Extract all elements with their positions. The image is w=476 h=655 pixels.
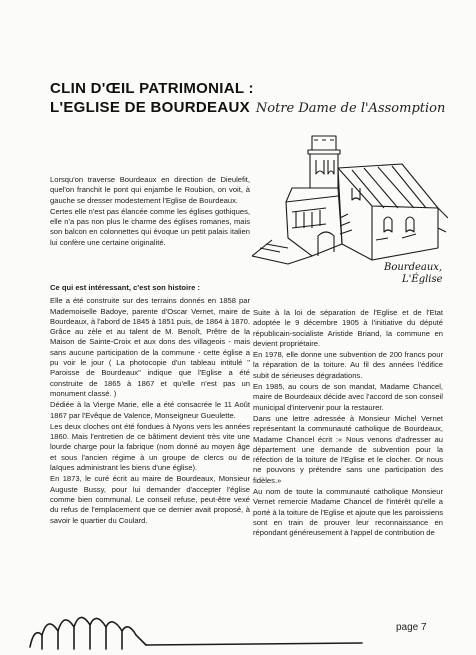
illustration-caption-line1: Bourdeaux, xyxy=(384,262,443,273)
intro-paragraph: Lorsqu'on traverse Bourdeaux en direction de Dieulefit, quel'on franchit le pont qui enjambe le Roubion, on voit, à gauche se dresser modestement l'Eglise de Bourdeaux. xyxy=(50,175,250,205)
history-paragraph: Dédiée à la Vierge Marie, elle a été consacrée le 11 Août 1867 par l'Evêque de Valence, Monseigneur Gueulette. xyxy=(50,400,250,420)
history-paragraph: Elle a été construite sur des terrains donnés en 1858 par Mademoiselle Badoye, parente d'Oscar Vernet, maire de Bourdeaux, à l'abord de 1845 à 1851 puis, de 1864 à 1870. Grâce au zèle et au talent de M. Benoît, Prêtre de la Maison de Sainte-Croix et aux dons des villageois - mais sans aucune participation de la commune - cette église a pu voir le jour ( La photocopie d'un tableau intitulé " Paroisse de Bourdeaux" indique que l'Eglise a été construite de 1865 à 1867 et qu'elle n'est pas un monument classé. ) xyxy=(50,296,250,398)
article-subtitle: Notre Dame de l'Assomption xyxy=(255,101,446,116)
history-paragraph: En 1873, le curé écrit au maire de Bourdeaux, Monsieur Auguste Bussy, pour lui demander d'accepter l'église comme bien communal. Le conseil refuse, peut-être vexé du refus de l'emplacement que ce dernier avait proposé, à savoir le quartier du Coulard. xyxy=(50,474,250,525)
right-paragraph: En 1985, au cours de son mandat, Madame Chancel, maire de Bourdeaux décide avec l'accord de son conseil municipal d'intervenir pour la restaurer. xyxy=(253,382,443,412)
article-title-row xyxy=(50,98,450,118)
page-number: page 7 xyxy=(396,622,427,633)
footer-decorative-arches xyxy=(28,605,368,650)
right-paragraph: En 1978, elle donne une subvention de 200 francs pour la réparation de la toiture. Au fil des années l'édifice subit de sérieuses dégradations. xyxy=(253,350,443,380)
history-heading: Ce qui est intéressant, c'est son histoire : xyxy=(50,283,200,292)
right-column xyxy=(253,308,443,540)
history-paragraph: Les deux cloches ont été fondues à Nyons vers les années 1860. Mais l'entretien de ce bâtiment devient très vite une lourde charge pour la fabrique (nom donné au moyen âge et sous l'ancien régime à un groupe de clercs ou de laïques administrant les biens d'une église). xyxy=(50,421,250,473)
right-paragraph: Au nom de toute la communauté catholique Monsieur Vernet remercie Madame Chancel de l'intérêt qu'elle a porté à la toiture de l'Eglise et ajoute que les paroissiens sont en train de prouver leur reconnaissance en répondant généreusement à l'appel de contribution de xyxy=(253,487,443,538)
left-column-intro xyxy=(50,175,250,249)
intro-paragraph: Certes elle n'est pas élancée comme les églises gothiques, elle n'a pas non plus le charme des églises romanes, mais son balcon en colonnettes qui évoque un petit palais italien lui confère une certaine originalité. xyxy=(50,206,250,247)
left-column-history xyxy=(50,279,250,527)
right-paragraph: Suite à la loi de séparation de l'Eglise et de l'Etat adoptée le 9 décembre 1905 à l'initiative du député républicain-socialiste Aristide Briand, la commune en devient propriétaire. xyxy=(253,308,443,348)
article-title-line1: CLIN D'ŒIL PATRIMONIAL : xyxy=(50,80,254,97)
right-paragraph: Dans une lettre adressée à Monsieur Michel Vernet représentant la communauté catholique de Bourdeaux, Madame Chancel écrit :« Nous venons d'adresser au département une demande de subvention pour la réfection de la toiture de l'Eglise et le clocher. Or nous ne pouvons y prétendre sans une participation des fidèles.» xyxy=(253,413,443,485)
article-title-line2: L'EGLISE DE BOURDEAUX xyxy=(50,99,250,116)
church-sketch-illustration xyxy=(252,128,448,296)
illustration-caption-line2: L'Église xyxy=(402,274,443,285)
article-title-block xyxy=(50,80,450,118)
